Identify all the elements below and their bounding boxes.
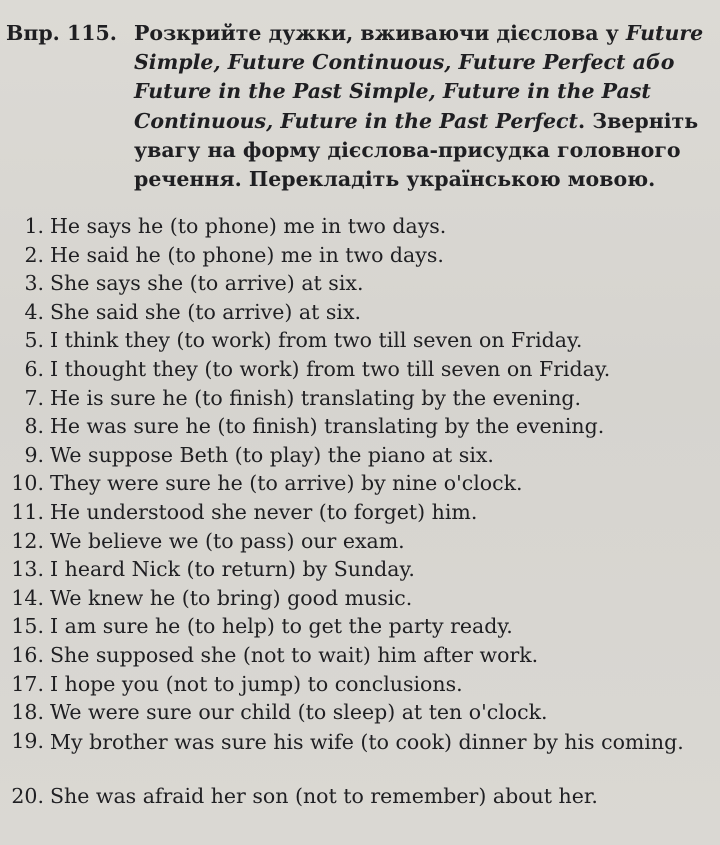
- item-number: 2.: [24, 242, 44, 267]
- list-item: [0, 469, 720, 498]
- instruction-text: Continuous, Future in the Past Perfect: [134, 109, 579, 133]
- list-item: [0, 498, 720, 527]
- instruction-text: увагу на форму дієслова-присудка головного: [134, 138, 681, 162]
- item-number: 19.: [11, 728, 44, 753]
- instruction-line: [134, 106, 698, 136]
- item-sentence: He is sure he (to finish) translating by the evening.: [50, 385, 582, 410]
- item-sentence: I heard Nick (to return) by Sunday.: [50, 557, 415, 582]
- item-number: 1.: [24, 214, 44, 238]
- list-item: [0, 527, 720, 556]
- list-item: [0, 241, 720, 270]
- item-number: 16.: [11, 642, 44, 667]
- instruction-line: [134, 47, 674, 77]
- list-item: [0, 384, 720, 413]
- item-number: 13.: [11, 557, 44, 582]
- item-number: 3.: [24, 271, 44, 296]
- list-item: [0, 212, 720, 241]
- item-number: 14.: [11, 585, 44, 610]
- list-item: [0, 612, 720, 641]
- instruction-text: Future in the Past Simple, Future in the Past: [134, 79, 651, 103]
- item-number: 5.: [24, 328, 44, 353]
- item-sentence: He says he (to phone) me in two days.: [50, 214, 447, 238]
- list-item: [0, 641, 720, 670]
- item-number: 6.: [24, 356, 44, 381]
- item-sentence: I hope you (not to jump) to conclusions.: [50, 671, 463, 696]
- item-sentence: She was afraid her son (not to remember) about her.: [50, 783, 598, 808]
- instruction-text: речення. Перекладіть українською мовою.: [134, 167, 656, 191]
- instruction-line: [134, 135, 681, 165]
- item-sentence: I am sure he (to help) to get the party ready.: [50, 614, 513, 639]
- item-sentence: We knew he (to bring) good music.: [50, 585, 413, 610]
- list-item: [0, 326, 720, 355]
- instruction-text: Розкрийте дужки, вживаючи дієслова у: [134, 21, 626, 45]
- item-number: 11.: [11, 499, 44, 524]
- instruction-line: [134, 18, 703, 48]
- item-sentence: He understood she never (to forget) him.: [50, 499, 478, 524]
- list-item: [0, 698, 720, 727]
- item-sentence: I thought they (to work) from two till seven on Friday.: [50, 356, 611, 381]
- instruction-text: . Зверніть: [578, 109, 699, 133]
- item-number: 7.: [24, 385, 44, 410]
- item-sentence: My brother was sure his wife (to cook) dinner by his coming.: [50, 729, 684, 754]
- item-sentence: She supposed she (not to wait) him after work.: [50, 642, 539, 667]
- item-sentence: He said he (to phone) me in two days.: [50, 242, 444, 267]
- list-item: [0, 441, 720, 470]
- list-item: [0, 727, 720, 782]
- list-item: [0, 298, 720, 327]
- list-item: [0, 670, 720, 699]
- item-sentence: I think they (to work) from two till seven on Friday.: [50, 328, 583, 353]
- item-number: 18.: [11, 700, 44, 725]
- instruction-line: [134, 164, 655, 194]
- item-number: 15.: [11, 614, 44, 639]
- list-item: [0, 584, 720, 613]
- list-item: [0, 782, 720, 811]
- instruction-text: Simple, Future Continuous, Future Perfect або: [134, 50, 675, 74]
- item-sentence: She said she (to arrive) at six.: [50, 299, 362, 324]
- item-sentence: He was sure he (to finish) translating by the evening.: [50, 414, 605, 439]
- list-item: [0, 355, 720, 384]
- item-sentence: She says she (to arrive) at six.: [50, 271, 364, 296]
- exercise-label: Впр. 115.: [6, 21, 117, 45]
- item-sentence: We were sure our child (to sleep) at ten o'clock.: [50, 700, 548, 725]
- list-item: [0, 555, 720, 584]
- item-number: 9.: [24, 442, 44, 467]
- item-number: 8.: [24, 414, 44, 439]
- list-item: [0, 269, 720, 298]
- item-number: 4.: [24, 299, 44, 324]
- item-number: 17.: [11, 671, 44, 696]
- instruction-text: Future: [625, 21, 704, 45]
- item-number: 20.: [11, 783, 44, 808]
- list-item: [0, 412, 720, 441]
- item-number: 10.: [11, 471, 44, 496]
- item-sentence: We believe we (to pass) our exam.: [50, 528, 405, 553]
- item-number: 12.: [11, 528, 44, 553]
- item-sentence: They were sure he (to arrive) by nine o'clock.: [50, 471, 523, 496]
- instruction-line: [134, 76, 651, 106]
- item-sentence: We suppose Beth (to play) the piano at six.: [50, 442, 494, 467]
- sentence-list: [0, 212, 720, 810]
